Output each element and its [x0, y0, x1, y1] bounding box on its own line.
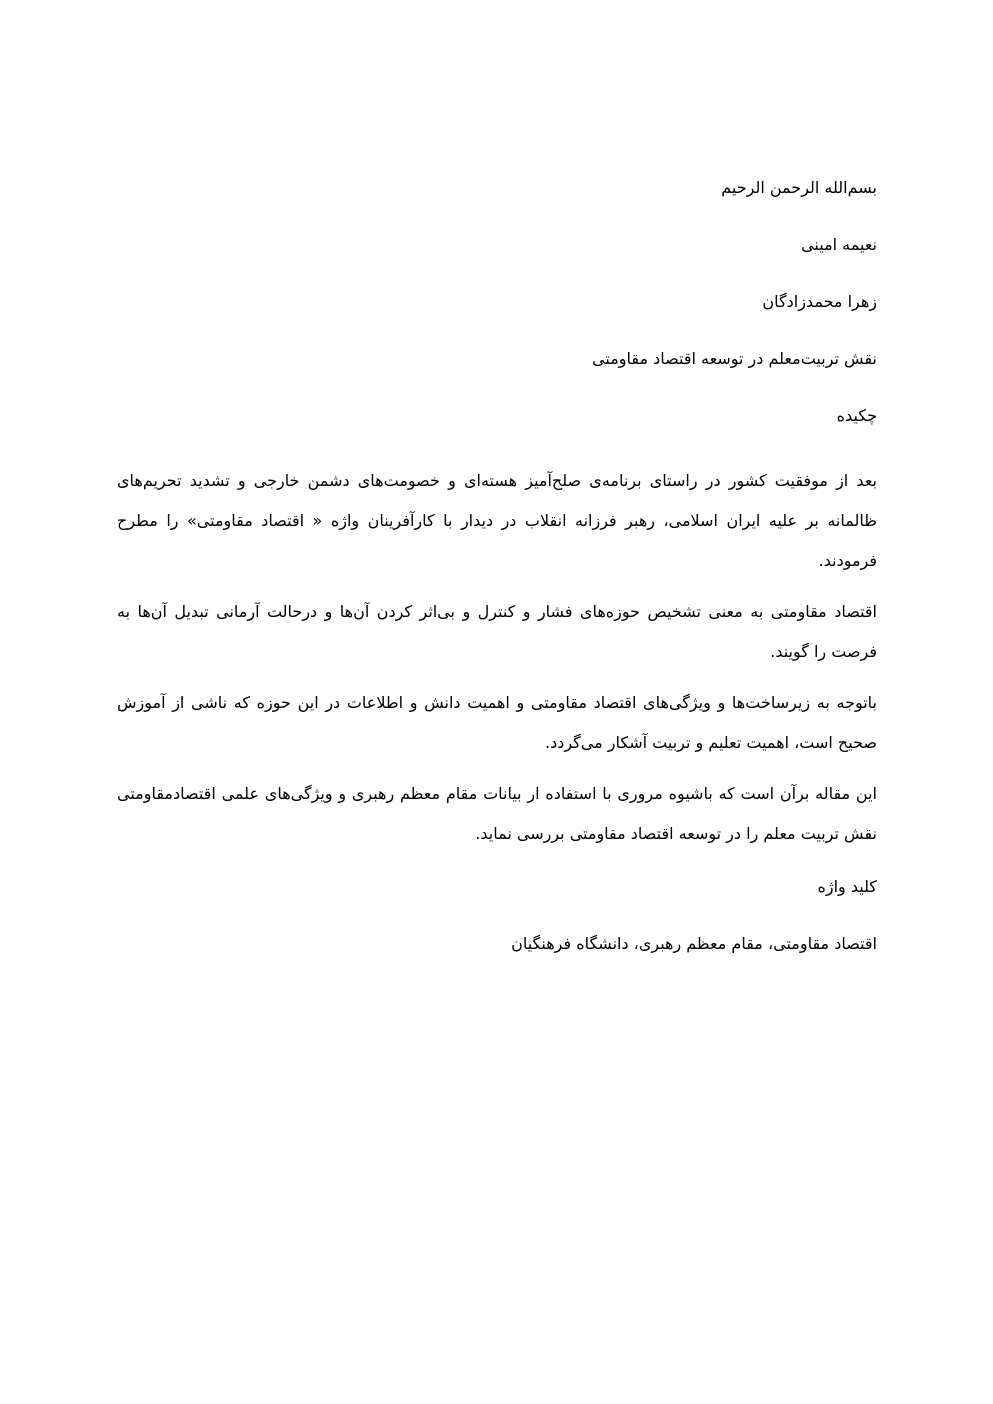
basmala: بسم‌الله الرحمن الرحیم	[721, 178, 877, 197]
abstract-paragraph: بعد از موفقیت کشور در راستای برنامه‌ی صلح‌آمیز هسته‌ای و خصومت‌های دشمن خارجی و تشدید تحریم‌های ظالمانه بر علیه ایران اسلامی، رهبر فرزانه انقلاب در دیدار با کارآفرینان واژه « اقتصاد مقاومتی» را مطرح فرمودند.	[117, 471, 877, 570]
author-name: نعیمه امینی	[801, 235, 877, 254]
abstract-paragraph: این مقاله برآن است که باشیوه مروری با استفاده ار بیانات مقام معظم رهبری و ویژگی‌های علمی اقتصادمقاومتی نقش تربیت معلم را در توسعه اقتصاد مقاومتی بررسی نماید.	[117, 784, 877, 843]
abstract-paragraph: باتوجه به زیرساخت‌ها و ویژگی‌های اقتصاد مقاومتی و اهمیت دانش و اطلاعات در این حوزه که ناشی از آموزش صحیح است، اهمیت تعلیم و تربیت آشکار می‌گردد.	[117, 693, 877, 752]
document-body	[117, 176, 877, 956]
article-title: نقش تربیت‌معلم در توسعه اقتصاد مقاومتی	[592, 349, 877, 368]
abstract-heading: چکیده	[836, 406, 877, 425]
author-name: زهرا محمدزادگان	[762, 292, 877, 311]
keywords-heading: کلید واژه	[817, 877, 877, 896]
abstract-paragraph: اقتصاد مقاومتی به معنی تشخیص حوزه‌های فشار و کنترل و بی‌اثر کردن آن‌ها و درحالت آرمانی تبدیل آن‌ها به فرصت را گویند.	[117, 602, 877, 661]
keywords-list: اقتصاد مقاومتی، مقام معظم رهبری، دانشگاه فرهنگیان	[511, 934, 877, 953]
